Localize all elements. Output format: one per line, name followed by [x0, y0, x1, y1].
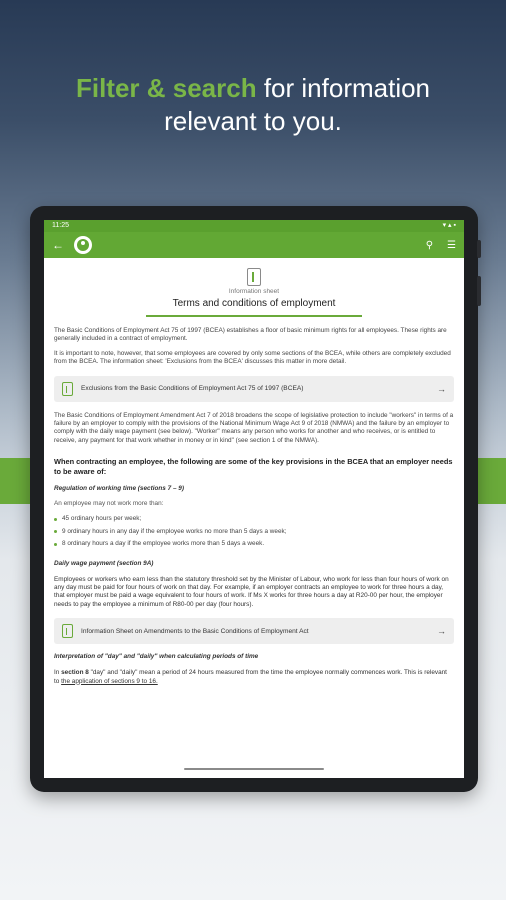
hero-line-1 [0, 72, 506, 105]
p5-bold: section 8 [61, 669, 89, 677]
tablet-volume-button [477, 276, 481, 306]
arrow-right-icon: → [437, 383, 446, 394]
p5-text: "day" and "daily" mean a period of 24 hours measured from the time the employee normally commences work. This is relevant to [54, 669, 447, 685]
arrow-right-icon: → [437, 626, 446, 637]
paragraph-1: The Basic Conditions of Employment Act 75 of 1997 (BCEA) establishes a floor of basic minimum rights for all employees. These rights are generally included in a contract of employment. [54, 327, 447, 343]
app-logo [74, 236, 92, 254]
list-item: 8 ordinary hours a day if the employee works more than 5 days a week. [54, 538, 454, 551]
status-time: 11:25 [52, 222, 69, 229]
working-time-heading: Regulation of working time (sections 7 – 9) [54, 485, 184, 493]
document-icon [62, 624, 73, 638]
status-icons: ▾ ▴ ▪ [442, 222, 456, 229]
logo-mark [77, 239, 89, 251]
status-bar [44, 220, 464, 232]
paragraph-2: It is important to note, however, that some employees are covered by only some sections of the BCEA, while others are completely excluded from the BCEA. The information sheet: 'Exclusions from the BCEA' discusses this matter in more detail. [54, 349, 451, 366]
app-bar [44, 232, 464, 258]
working-time-intro: An employee may not work more than: [54, 500, 164, 508]
tablet-side-button [477, 240, 481, 258]
provisions-heading: When contracting an employee, the following are some of the key provisions in the BCEA that an employer needs to be aware of: [54, 457, 453, 476]
back-arrow-icon[interactable]: ← [52, 238, 64, 252]
link-card-label: Exclusions from the Basic Conditions of Employment Act 75 of 1997 (BCEA) [81, 385, 304, 393]
document-content[interactable] [44, 268, 464, 686]
amendments-link-card[interactable] [54, 618, 454, 644]
hero-line-2: relevant to you. [164, 106, 342, 136]
gesture-nav-bar[interactable] [184, 768, 324, 770]
title-underline [146, 315, 362, 317]
document-icon [247, 268, 261, 286]
daily-wage-heading: Daily wage payment (section 9A) [54, 559, 154, 567]
doc-subtitle: Information sheet [228, 288, 280, 295]
paragraph-3: The Basic Conditions of Employment Amendment Act 7 of 2018 broadens the scope of legislative protection to include "workers" in terms of a failure by an employer to comply with the provisions of the National Minimum Wage Act 9 of 2018 (NMWA) and the failure by an employer to comply with the daily wage payment (see below). "Worker" means any person who works for another and who receives, or is entitled to receive, any payment for that work whether in money or in kind" (see section 1 of the NMWA). [54, 411, 454, 444]
interpretation-heading: Interpretation of "day" and "daily" when calculating periods of time [54, 653, 259, 661]
tablet-screen [44, 220, 464, 778]
hero-accent-text: Filter & search [75, 73, 257, 103]
list-item: 45 ordinary hours per week; [54, 513, 454, 526]
link-card-label: Information Sheet on Amendments to the Basic Conditions of Employment Act [81, 627, 309, 635]
tablet-frame [30, 206, 478, 792]
hero-rest-text: for information [256, 73, 431, 103]
list-item: 9 ordinary hours in any day if the employee works no more than 5 days a week; [54, 526, 454, 539]
document-icon [62, 382, 73, 396]
paragraph-4: Employees or workers who earn less than the statutory threshold set by the Minister of Labour, who work for less than four hours of work on any day must be paid for four hours of work on that day. For example, if an employer contracts an employee to work for three hours a day, that employer must be paid a wage equivalent to four hours of work. If Ms X works for three hours a day at R20-00 per hour, the employer needs to pay the employee a minimum of R80-00 per day (four hours). [54, 575, 449, 608]
paragraph-5 [54, 669, 454, 686]
menu-icon[interactable]: ☰ [447, 239, 456, 251]
sections-link[interactable]: the application of sections 9 to 16. [61, 677, 158, 685]
doc-title: Terms and conditions of employment [172, 298, 336, 309]
p5-pre: In [54, 669, 62, 677]
hero-headline [0, 72, 506, 138]
working-time-list [54, 513, 454, 551]
search-icon[interactable]: ⚲ [425, 239, 434, 251]
exclusions-link-card[interactable] [54, 376, 454, 402]
